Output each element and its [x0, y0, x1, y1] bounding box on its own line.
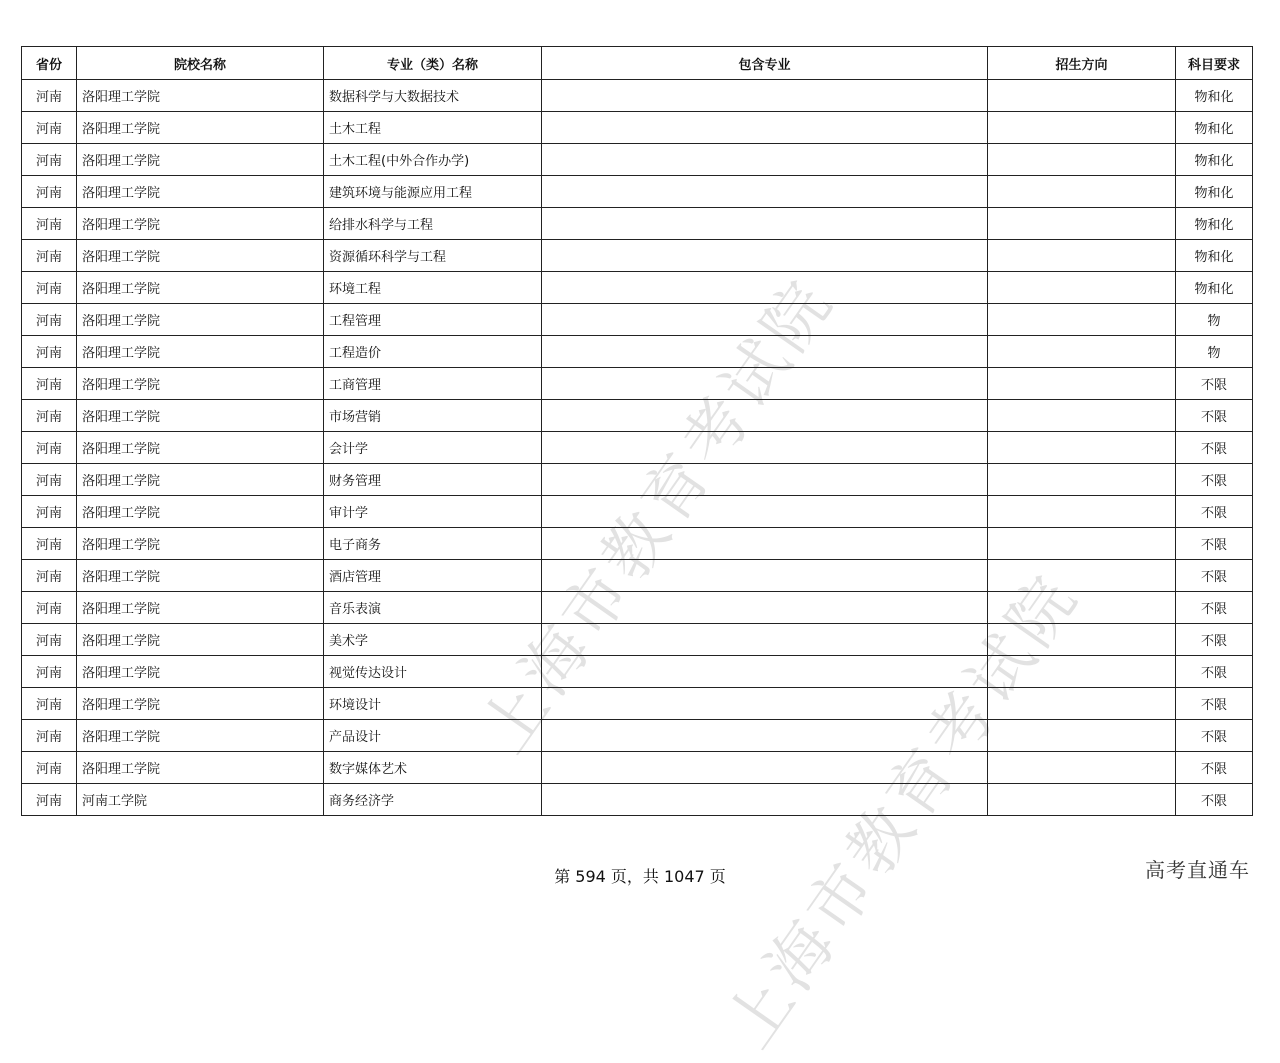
cell-major: 工程造价	[324, 336, 542, 368]
cell-province: 河南	[22, 592, 77, 624]
cell-major: 环境设计	[324, 688, 542, 720]
cell-subject: 不限	[1176, 592, 1253, 624]
page-number: 第 594 页，共 1047 页	[554, 867, 726, 886]
cell-school: 洛阳理工学院	[77, 176, 324, 208]
cell-subject: 不限	[1176, 528, 1253, 560]
watermark-bottom: 上海市教育考试院	[712, 559, 1095, 1062]
cell-school: 洛阳理工学院	[77, 240, 324, 272]
cell-school: 洛阳理工学院	[77, 720, 324, 752]
cell-school: 洛阳理工学院	[77, 112, 324, 144]
cell-subject: 不限	[1176, 400, 1253, 432]
cell-subject: 不限	[1176, 464, 1253, 496]
cell-province: 河南	[22, 752, 77, 784]
cell-major: 资源循环科学与工程	[324, 240, 542, 272]
table-row	[22, 752, 1253, 784]
cell-major: 会计学	[324, 432, 542, 464]
cell-included	[542, 720, 988, 752]
cell-direction	[988, 432, 1176, 464]
cell-included	[542, 240, 988, 272]
table-row	[22, 592, 1253, 624]
cell-major: 电子商务	[324, 528, 542, 560]
cell-school: 洛阳理工学院	[77, 144, 324, 176]
cell-school: 洛阳理工学院	[77, 560, 324, 592]
table-row	[22, 400, 1253, 432]
cell-major: 商务经济学	[324, 784, 542, 816]
cell-included	[542, 368, 988, 400]
table-row	[22, 368, 1253, 400]
cell-major: 给排水科学与工程	[324, 208, 542, 240]
cell-province: 河南	[22, 528, 77, 560]
cell-major: 市场营销	[324, 400, 542, 432]
cell-province: 河南	[22, 464, 77, 496]
cell-direction	[988, 272, 1176, 304]
table-row	[22, 272, 1253, 304]
cell-province: 河南	[22, 272, 77, 304]
cell-school: 洛阳理工学院	[77, 336, 324, 368]
enrollment-table	[21, 46, 1253, 816]
table-row	[22, 656, 1253, 688]
table-row	[22, 560, 1253, 592]
cell-major: 审计学	[324, 496, 542, 528]
cell-subject: 不限	[1176, 688, 1253, 720]
cell-school: 洛阳理工学院	[77, 656, 324, 688]
cell-included	[542, 272, 988, 304]
cell-major: 音乐表演	[324, 592, 542, 624]
cell-direction	[988, 336, 1176, 368]
cell-included	[542, 528, 988, 560]
cell-province: 河南	[22, 656, 77, 688]
cell-included	[542, 592, 988, 624]
cell-school: 洛阳理工学院	[77, 368, 324, 400]
cell-subject: 不限	[1176, 560, 1253, 592]
cell-school: 洛阳理工学院	[77, 464, 324, 496]
cell-subject: 物	[1176, 336, 1253, 368]
cell-direction	[988, 720, 1176, 752]
cell-included	[542, 624, 988, 656]
cell-subject: 物	[1176, 304, 1253, 336]
cell-direction	[988, 144, 1176, 176]
header-province: 省份	[22, 47, 77, 80]
cell-province: 河南	[22, 720, 77, 752]
cell-province: 河南	[22, 144, 77, 176]
cell-subject: 不限	[1176, 368, 1253, 400]
cell-subject: 物和化	[1176, 80, 1253, 112]
cell-subject: 物和化	[1176, 144, 1253, 176]
cell-subject: 不限	[1176, 656, 1253, 688]
cell-major: 视觉传达设计	[324, 656, 542, 688]
cell-school: 洛阳理工学院	[77, 272, 324, 304]
cell-included	[542, 496, 988, 528]
cell-province: 河南	[22, 496, 77, 528]
table-row	[22, 208, 1253, 240]
table-row	[22, 176, 1253, 208]
table-header-row	[22, 47, 1253, 80]
cell-subject: 物和化	[1176, 240, 1253, 272]
cell-subject: 不限	[1176, 784, 1253, 816]
cell-major: 产品设计	[324, 720, 542, 752]
cell-province: 河南	[22, 560, 77, 592]
cell-direction	[988, 208, 1176, 240]
cell-included	[542, 400, 988, 432]
cell-province: 河南	[22, 304, 77, 336]
cell-major: 财务管理	[324, 464, 542, 496]
cell-school: 洛阳理工学院	[77, 496, 324, 528]
cell-subject: 物和化	[1176, 272, 1253, 304]
header-major: 专业（类）名称	[324, 47, 542, 80]
cell-direction	[988, 464, 1176, 496]
cell-direction	[988, 400, 1176, 432]
cell-province: 河南	[22, 624, 77, 656]
cell-subject: 物和化	[1176, 208, 1253, 240]
cell-province: 河南	[22, 784, 77, 816]
cell-major: 工程管理	[324, 304, 542, 336]
cell-direction	[988, 560, 1176, 592]
table-row	[22, 784, 1253, 816]
cell-included	[542, 464, 988, 496]
table-row	[22, 528, 1253, 560]
cell-included	[542, 688, 988, 720]
header-subject: 科目要求	[1176, 47, 1253, 80]
header-included: 包含专业	[542, 47, 988, 80]
cell-subject: 不限	[1176, 432, 1253, 464]
cell-school: 洛阳理工学院	[77, 688, 324, 720]
cell-province: 河南	[22, 80, 77, 112]
cell-province: 河南	[22, 400, 77, 432]
cell-major: 土木工程(中外合作办学)	[324, 144, 542, 176]
cell-direction	[988, 688, 1176, 720]
cell-direction	[988, 528, 1176, 560]
cell-school: 洛阳理工学院	[77, 304, 324, 336]
table-row	[22, 624, 1253, 656]
cell-direction	[988, 240, 1176, 272]
cell-major: 酒店管理	[324, 560, 542, 592]
table-row	[22, 688, 1253, 720]
cell-province: 河南	[22, 368, 77, 400]
cell-subject: 物和化	[1176, 176, 1253, 208]
cell-included	[542, 432, 988, 464]
cell-direction	[988, 656, 1176, 688]
cell-major: 建筑环境与能源应用工程	[324, 176, 542, 208]
cell-province: 河南	[22, 176, 77, 208]
table-row	[22, 304, 1253, 336]
cell-school: 洛阳理工学院	[77, 752, 324, 784]
cell-subject: 不限	[1176, 624, 1253, 656]
cell-subject: 不限	[1176, 496, 1253, 528]
cell-included	[542, 784, 988, 816]
cell-included	[542, 80, 988, 112]
table-row	[22, 80, 1253, 112]
cell-major: 数字媒体艺术	[324, 752, 542, 784]
cell-school: 洛阳理工学院	[77, 528, 324, 560]
table-row	[22, 144, 1253, 176]
cell-school: 洛阳理工学院	[77, 432, 324, 464]
table-row	[22, 336, 1253, 368]
cell-province: 河南	[22, 432, 77, 464]
cell-direction	[988, 752, 1176, 784]
cell-included	[542, 176, 988, 208]
cell-school: 洛阳理工学院	[77, 80, 324, 112]
cell-included	[542, 336, 988, 368]
header-direction: 招生方向	[988, 47, 1176, 80]
cell-major: 环境工程	[324, 272, 542, 304]
cell-direction	[988, 368, 1176, 400]
cell-school: 洛阳理工学院	[77, 400, 324, 432]
cell-included	[542, 752, 988, 784]
cell-major: 数据科学与大数据技术	[324, 80, 542, 112]
watermark-top: 上海市教育考试院	[467, 264, 850, 767]
cell-school: 洛阳理工学院	[77, 624, 324, 656]
table-row	[22, 496, 1253, 528]
cell-included	[542, 144, 988, 176]
cell-included	[542, 304, 988, 336]
cell-subject: 不限	[1176, 720, 1253, 752]
cell-school: 洛阳理工学院	[77, 592, 324, 624]
cell-major: 土木工程	[324, 112, 542, 144]
cell-direction	[988, 304, 1176, 336]
table-row	[22, 432, 1253, 464]
cell-direction	[988, 624, 1176, 656]
cell-direction	[988, 112, 1176, 144]
cell-province: 河南	[22, 240, 77, 272]
table-row	[22, 240, 1253, 272]
cell-school: 河南工学院	[77, 784, 324, 816]
table-row	[22, 112, 1253, 144]
cell-direction	[988, 176, 1176, 208]
header-school: 院校名称	[77, 47, 324, 80]
cell-direction	[988, 496, 1176, 528]
cell-included	[542, 112, 988, 144]
cell-province: 河南	[22, 688, 77, 720]
enrollment-table-container	[21, 46, 1252, 816]
cell-subject: 不限	[1176, 752, 1253, 784]
cell-major: 工商管理	[324, 368, 542, 400]
cell-direction	[988, 80, 1176, 112]
cell-direction	[988, 784, 1176, 816]
cell-subject: 物和化	[1176, 112, 1253, 144]
cell-included	[542, 560, 988, 592]
cell-province: 河南	[22, 336, 77, 368]
table-row	[22, 720, 1253, 752]
cell-direction	[988, 592, 1176, 624]
cell-included	[542, 208, 988, 240]
cell-province: 河南	[22, 208, 77, 240]
cell-included	[542, 656, 988, 688]
table-row	[22, 464, 1253, 496]
table-body	[22, 80, 1253, 816]
cell-school: 洛阳理工学院	[77, 208, 324, 240]
brand-watermark: 高考直通车	[1145, 858, 1250, 882]
cell-province: 河南	[22, 112, 77, 144]
cell-major: 美术学	[324, 624, 542, 656]
